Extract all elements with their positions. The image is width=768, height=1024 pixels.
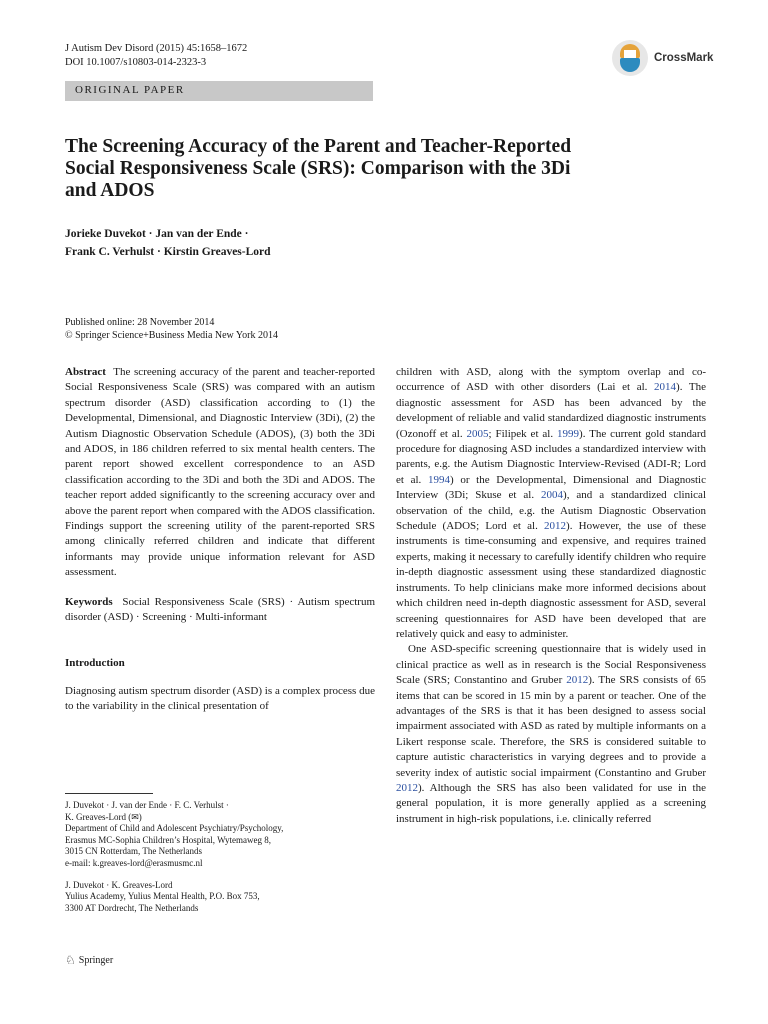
text-run: children with ASD, along with the symptom overlap and co-occurrence of ASD with other disorders (Lai et al.	[396, 366, 706, 394]
text-run: ). Although the SRS has also been validated for use in the general population, it is more generally applied as a screening instrument in high-risk populations, i.e. clinically referred	[396, 781, 706, 825]
published-online: Published online: 28 November 2014	[65, 317, 215, 328]
crossmark-icon	[612, 40, 648, 76]
text-run: ) or the Developmental, Dimensional and Diagnostic Interview (3Di; Skuse et al.	[396, 473, 706, 502]
citation-link[interactable]: 2005	[466, 427, 489, 440]
text-run: ). The current gold standard procedure for diagnosing ASD includes a standardized interview with parents, e.g. the Autism Diagnostic Interview-Revised (ADI-R; Lord et al.	[396, 427, 706, 486]
footnote-line: J. Duvekot · K. Greaves-Lord	[65, 879, 173, 890]
text-run: ). The SRS consists of 65 items that can be scored in 15 min by a parent or teacher. One of the advantages of the SRS is that it has been designed to assess social impairment associated with ASD as rated by multiple informants on a Likert response scale. Therefore, the SRS is considered suitable to capture autistic characteristics in varying degrees and to provide a severity index of autistic social impairment (Constantino and Gruber	[396, 674, 706, 779]
text-run: ). The diagnostic assessment for ASD has been advanced by the development of reliable and valid standardized diagnostic instruments (Ozonoff et al.	[396, 381, 706, 440]
left-column	[65, 365, 375, 715]
citation-link[interactable]: 2012	[544, 520, 567, 533]
footnote-line: Department of Child and Adolescent Psychiatry/Psychology,	[65, 823, 284, 834]
footnote-line: Erasmus MC-Sophia Children’s Hospital, Wytemaweg 8,	[65, 834, 272, 845]
title-line: and ADOS	[65, 180, 155, 201]
copyright: © Springer Science+Business Media New York 2014	[65, 330, 278, 341]
publisher-name: Springer	[78, 955, 114, 966]
email-link[interactable]: e-mail: k.greaves-lord@erasmusmc.nl	[65, 857, 203, 868]
text-run: One ASD-specific screening questionnaire that is widely used in clinical practice as well as in research is the Social Responsiveness Scale (SRS; Constantino and Gruber	[396, 643, 706, 687]
footnote-line: J. Duvekot · J. van der Ende · F. C. Verhulst ·	[65, 800, 229, 810]
citation-link[interactable]: 1999	[557, 427, 580, 440]
abstract	[65, 365, 375, 581]
author-list	[65, 225, 271, 261]
citation-link[interactable]: 2012	[566, 674, 589, 687]
citation-link[interactable]: 2014	[654, 381, 677, 394]
journal-citation	[65, 42, 247, 70]
keywords-text: Social Responsiveness Scale (SRS) · Autism spectrum disorder (ASD) · Screening · Multi-informant	[65, 595, 375, 624]
affiliation-footnote	[65, 800, 375, 914]
footnote-divider	[65, 793, 153, 794]
abstract-text: The screening accuracy of the parent and teacher-reported Social Responsiveness Scale (SRS) was compared with an autism spectrum disorder (ASD) classification according to (1) the Developmental, Dimensional, and Diagnostic Interview (3Di), (2) the Autism Diagnostic Observation Schedule (ADOS), (3) both the 3Di and ADOS, in 186 children referred to six mental health centers. The parent report showed excellent correspondence to an ASD classification according to the 3Di and both the 3Di and ADOS. The teacher report added significantly to the screening accuracy over and above the parent report when compared with the ADOS classification. Findings support the screening utility of the parent-reported SRS among clinically referred children and indicate that different informants may provide unique information relevant for ASD assessment.	[65, 366, 376, 579]
body-paragraph	[396, 642, 706, 827]
crossmark-label: CrossMark	[654, 52, 714, 64]
text-run: ). However, the use of these instruments is time-consuming and expensive, and requires trained experts, making it necessary to carefully identify children who require in-depth diagnostic assessment using these standardized diagnostic instruments. To help clinicians make more informed decisions about which children need in-depth diagnostic assessment for ASD, several screening questionnaires for ASD have been developed that are relatively quick and easy to administer.	[396, 520, 706, 640]
doi[interactable]: DOI 10.1007/s10803-014-2323-3	[65, 57, 207, 68]
keywords-label: Keywords	[65, 595, 113, 608]
footnote-line: K. Greaves-Lord (✉)	[65, 811, 142, 822]
footnote-line: Yulius Academy, Yulius Mental Health, P.O. Box 753,	[65, 891, 260, 902]
journal-reference: J Autism Dev Disord (2015) 45:1658–1672	[65, 43, 248, 54]
springer-horse-icon: ♘	[65, 953, 76, 967]
text-run: ; Filipek et al.	[488, 427, 558, 440]
abstract-label: Abstract	[65, 366, 106, 378]
title-line: Social Responsiveness Scale (SRS): Comparison with the 3Di	[65, 158, 571, 179]
title-line: The Screening Accuracy of the Parent and Teacher-Reported	[65, 136, 572, 157]
keywords	[65, 595, 375, 626]
article-title	[65, 136, 705, 202]
article-type-banner	[65, 81, 373, 101]
introduction-heading: Introduction	[65, 656, 125, 669]
article-type-label: ORIGINAL PAPER	[75, 84, 185, 96]
author-line: Frank C. Verhulst · Kirstin Greaves-Lord	[65, 246, 271, 258]
author-line: Jorieke Duvekot · Jan van der Ende ·	[65, 228, 249, 240]
right-column	[396, 365, 706, 827]
crossmark-badge[interactable]	[612, 40, 713, 76]
body-paragraph	[396, 365, 706, 642]
publication-info	[65, 316, 278, 342]
text-run: ), and a standardized clinical observation of the child, e.g. the Autism Diagnostic Observation Schedule (ADOS; Lord et al.	[396, 489, 706, 533]
introduction-paragraph: Diagnosing autism spectrum disorder (ASD) is a complex process due to the variability in the clinical presentation of	[65, 684, 375, 713]
citation-link[interactable]: 1994	[427, 473, 450, 486]
footnote-line: 3015 CN Rotterdam, The Netherlands	[65, 846, 203, 857]
citation-link[interactable]: 2012	[396, 781, 418, 794]
citation-link[interactable]: 2004	[541, 489, 564, 502]
page-footer	[65, 953, 113, 968]
footnote-line: 3300 AT Dordrecht, The Netherlands	[65, 902, 199, 913]
